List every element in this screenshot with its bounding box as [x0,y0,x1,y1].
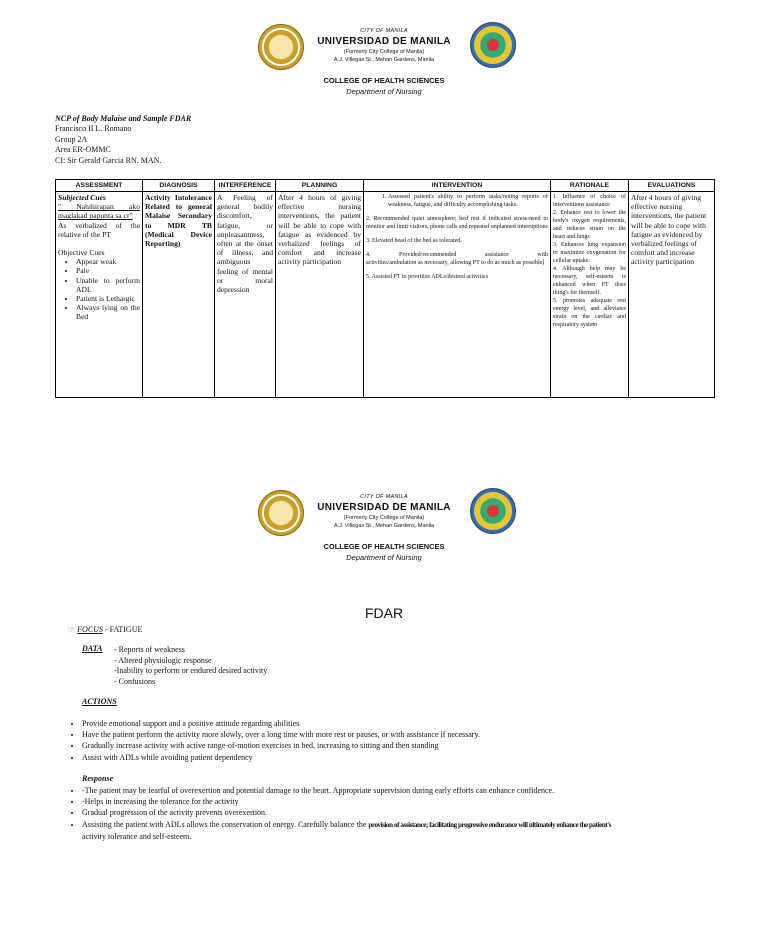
list-item: • Assist with ADLs while avoiding patient dependency [82,752,732,763]
list-item: • Unable to perform ADL [76,276,140,294]
response-text-dense: provision of assistance; facilitating progressive endurance will ultimately enhance the patient's [368,820,612,829]
group-label: Group 2A [55,134,88,144]
list-item: • Provide emotional support and a positive attitude regarding abilities [82,718,732,729]
page-header-1 [0,0,768,110]
col-header: INTERVENTION [364,180,551,192]
formerly-label: (Formerly City College of Manila) [343,515,425,521]
ncp-table [55,179,715,398]
formerly-label: (Formerly City College of Manila) [343,49,425,55]
intervention-item: 1. Assessed patient's ability to perform tasks/noting reports of weakness, fatigue, and difficulty accomplishing tasks. [388,193,548,209]
city-label: CITY OF MANILA [360,28,408,34]
college-label: COLLEGE OF HEALTH SCIENCES [323,76,445,85]
objective-label: Objective Cues [58,248,105,258]
col-header: EVALUATIONS [629,180,715,192]
data-list [114,645,267,687]
list-item: • Gradually increase activity with active range-of-motion exercises in bed, increasing to sitting and then standing [82,740,732,751]
ci-label: CI: Sir Gerald Garcia RN. MAN. [55,155,162,165]
response-text: activity tolerance and self-esteem. [82,831,192,841]
list-item: • Patient is Lethargic [76,294,140,303]
list-item: • Gradual progression of the activity prevents overexertion. [82,807,732,818]
list-item: • Have the patient perform the activity more slowly, over a long time with more rest or pauses, or with assistance if necessary. [82,729,732,740]
list-item: - Confusions [114,676,156,686]
interference-cell: A Feeling of general bodily discomfort, fatigue, or unpleasantness, often at the onset of illness, and ambiguous feeling of mental or moral depression [215,192,276,398]
col-header: DIAGNOSIS [143,180,215,192]
intervention-item: 3. Elevated head of the bed as tolerated. [366,238,462,244]
list-item [82,819,732,842]
list-item: • Always lying on the Bed [76,303,140,321]
college-seal-icon [470,22,516,68]
college-seal-icon [470,488,516,534]
focus-label: FOCUS [77,625,103,634]
list-item: • Appear weak [76,257,140,266]
page-header-2 [0,466,768,576]
evaluation-cell: After 4 hours of giving effective nursing interventions, the patient will be able to cope with fatigue as evidenced by verbalized feelings of comfort and increase activity participation [629,192,715,398]
response-label: Response [82,774,114,783]
list-item: • -Helps in increasing the tolerance for the activity [82,796,732,807]
rationale-item: 5. promotes adequate rest energy level, and alleviates strain on the cardiac and respiratory system [553,298,626,328]
focus-line [68,625,142,634]
rationale-cell [551,192,629,398]
area-label: Area ER-OMMC [55,145,111,155]
actions-label: ACTIONS [82,697,117,706]
subjective-quote: " Nahihirapan ako maglakad papunta sa cr" [58,202,140,221]
college-label: COLLEGE OF HEALTH SCIENCES [323,542,445,551]
diagnosis-cell: Activity Intolerance Related to general Malaise Secondary to MDR TB (Medical Device Reporting) [143,192,215,398]
department-label: Department of Nursing [346,87,422,96]
student-name: Francisco II L. Romano [55,124,132,134]
address-label: A.J. Villegas St., Mehan Gardens, Manila [333,523,435,529]
city-label: CITY OF MANILA [360,494,408,500]
list-item: - Reports of weakness [114,645,185,654]
document-title: NCP of Body Malaise and Sample FDAR [55,114,192,123]
col-header: RATIONALE [551,180,629,192]
rationale-item: 3. Enhances lung expansion to maximize oxygenation for cellular uptake. [553,242,626,264]
student-info [55,114,191,166]
rationale-item: 2. Enhance rest to lower the body's oxygen requirements, and reduces strain on the heart and lungs [553,210,626,240]
subjective-label: Subjected Cues [58,193,106,202]
focus-value: - FATIGUE [104,625,143,634]
rationale-item: 1. Influence of choice of interventions assistance [553,194,626,208]
university-name: UNIVERSIDAD DE MANILA [317,502,451,513]
pointer-hand-icon: ☞ [68,625,76,634]
planning-cell: After 4 hours of giving effective nursing interventions, the patient will be able to cope with fatigue as evidenced by verbalized feelings of comfort and increase activity participation [276,192,364,398]
col-header: ASSESSMENT [56,180,143,192]
intervention-item: 4. Provided/recommended assistance with activities/ambulation as necessary, allowing PT to do as much as possible] [366,252,550,266]
list-item: -Inability to perform or endured desired activity [114,666,268,675]
response-list [66,785,732,842]
table-header-row [56,180,715,192]
list-item: • Pale [76,266,140,275]
list-item: • -The patient may be fearful of overexertion and potential damage to the heart. Appropriate supervision during early efforts can enhance confidence. [82,785,732,796]
intervention-cell [364,192,551,398]
actions-list [66,718,732,763]
intervention-item: 2. Recommended quiet atmosphere; bed rest if indicated stress-need to monitor and limit visitors, phone calls and repeated unplanned interruptions [366,216,548,230]
col-header: INTERFERENCE [215,180,276,192]
university-name: UNIVERSIDAD DE MANILA [317,36,451,47]
list-item: - Altered physiologic response [114,655,212,665]
address-label: A.J. Villegas St., Mehan Gardens, Manila [333,57,435,63]
rationale-item: 4. Although help may be necessary, self-esteem is enhanced when PT does thing's for themself. [553,266,626,296]
intervention-item: 5. Assisted PT to prioritize ADLs/desired activities [366,274,489,280]
col-header: PLANNING [276,180,364,192]
assessment-cell [56,192,143,398]
department-label: Department of Nursing [346,553,422,562]
fdar-title: FDAR [364,605,404,621]
table-row [56,192,715,398]
response-text: Assisting the patient with ADLs allows the conservation of energy. Carefully balance the [82,819,369,829]
data-label: DATA [82,644,103,653]
verbalized-note: As verbalized of the relative of the PT [58,220,140,239]
objective-list [58,257,140,321]
